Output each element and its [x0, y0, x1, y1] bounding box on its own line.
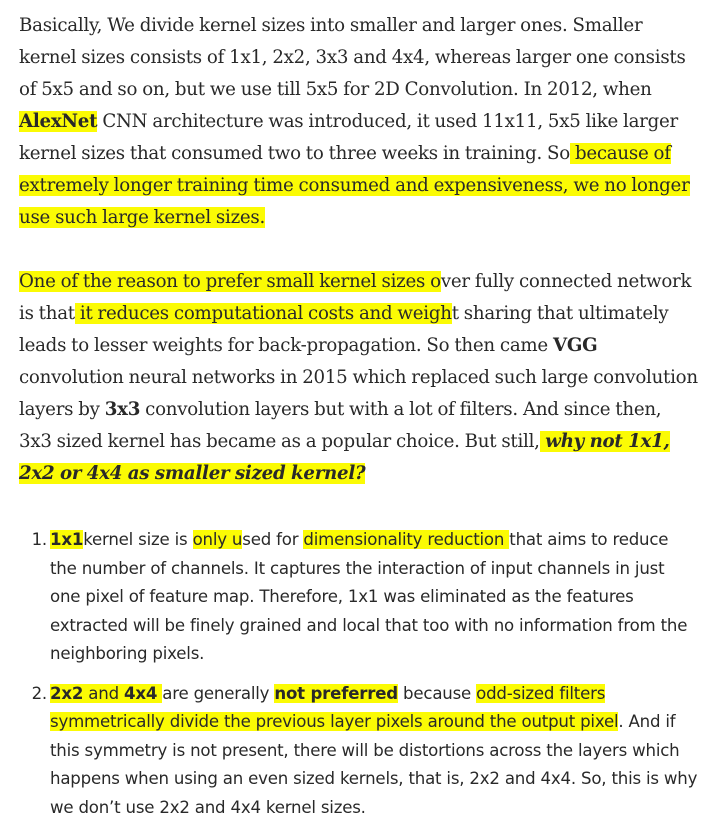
- list-spacer: [19, 490, 699, 526]
- text-segment: because: [397, 683, 477, 703]
- bold-2x2: 2x2: [50, 683, 84, 703]
- bold-4x4: 4x4: [123, 683, 158, 703]
- text-segment: convolution neural networks in 2015 which replaced such large convolution layers by: [19, 367, 698, 420]
- highlight-alexnet[interactable]: AlexNet: [19, 111, 98, 132]
- text-segment: CNN architecture was introduced, it used 11x11, 5x5 like larger kernel sizes that consumed two to three weeks in training. So: [19, 111, 678, 164]
- highlight-computational-costs[interactable]: it reduces computational costs and weigh: [74, 303, 452, 324]
- text-segment: . And if this symmetry is not present, there will be distortions across the layers which happens when using an even sized kernels, that is, 2x2 and 4x4. So, this is why we don’t use 2x2 and 4x4 kernel sizes.: [50, 712, 698, 816]
- paragraph-small-kernels: [19, 266, 699, 490]
- text-segment: convolution layers but with a lot of filters. And since then, 3x3 sized kernel has became as a popular choice. But still,: [19, 399, 662, 452]
- list-item-1x1: [19, 526, 699, 669]
- paragraph-spacer: [19, 234, 699, 266]
- text-segment: kernel size is: [83, 530, 193, 549]
- list-item-spacer: [19, 669, 699, 680]
- bold-3x3: 3x3: [104, 399, 141, 420]
- list-number: 1.: [31, 530, 47, 549]
- highlight-not-preferred[interactable]: not preferred: [274, 683, 398, 703]
- text-segment: ver fully connected network is that: [19, 271, 692, 324]
- highlight-only-used[interactable]: only u: [192, 530, 243, 549]
- text-segment: Basically, We divide kernel sizes into smaller and larger ones. Smaller kernel sizes consists of 1x1, 2x2, 3x3 and 4x4, whereas larger one consists of 5x5 and so on, but we use till 5x5 for 2D Convolution. In 2012, when: [19, 15, 686, 100]
- text-segment: that aims to reduce the number of channels. It captures the interaction of input channels in just one pixel of feature map. Therefore, 1x1 was eliminated as the features extracted will be finely grained and local that too with no information from the neighboring pixels.: [50, 530, 688, 663]
- numbered-list: [19, 526, 699, 816]
- highlight-question[interactable]: why not 1x1, 2x2 or 4x4 as smaller sized kernel?: [19, 431, 670, 484]
- highlight-dimensionality-reduction[interactable]: dimensionality reduction: [303, 530, 510, 549]
- text-segment: are generally: [162, 683, 275, 703]
- text-segment: and: [83, 683, 124, 703]
- highlight-2x2-and-4x4[interactable]: [50, 684, 162, 703]
- highlight-reason[interactable]: One of the reason to prefer small kernel sizes o: [19, 271, 441, 292]
- list-item-2x2-4x4: [19, 680, 699, 816]
- list-number: 2.: [31, 683, 47, 703]
- highlight-odd-sized-filters[interactable]: odd-sized filters symmetrically divide the previous layer pixels around the output pixel: [50, 683, 619, 731]
- text-segment: t sharing that ultimately leads to lesser weights for back-propagation. So then came: [19, 303, 669, 356]
- bold-vgg: VGG: [552, 335, 598, 356]
- paragraph-kernel-sizes: [19, 10, 699, 234]
- text-segment: sed for: [242, 530, 304, 549]
- highlight-1x1[interactable]: 1x1: [50, 530, 84, 549]
- highlight-training-time[interactable]: because of extremely longer training time consumed and expensiveness, we no longer use such large kernel sizes.: [19, 143, 690, 228]
